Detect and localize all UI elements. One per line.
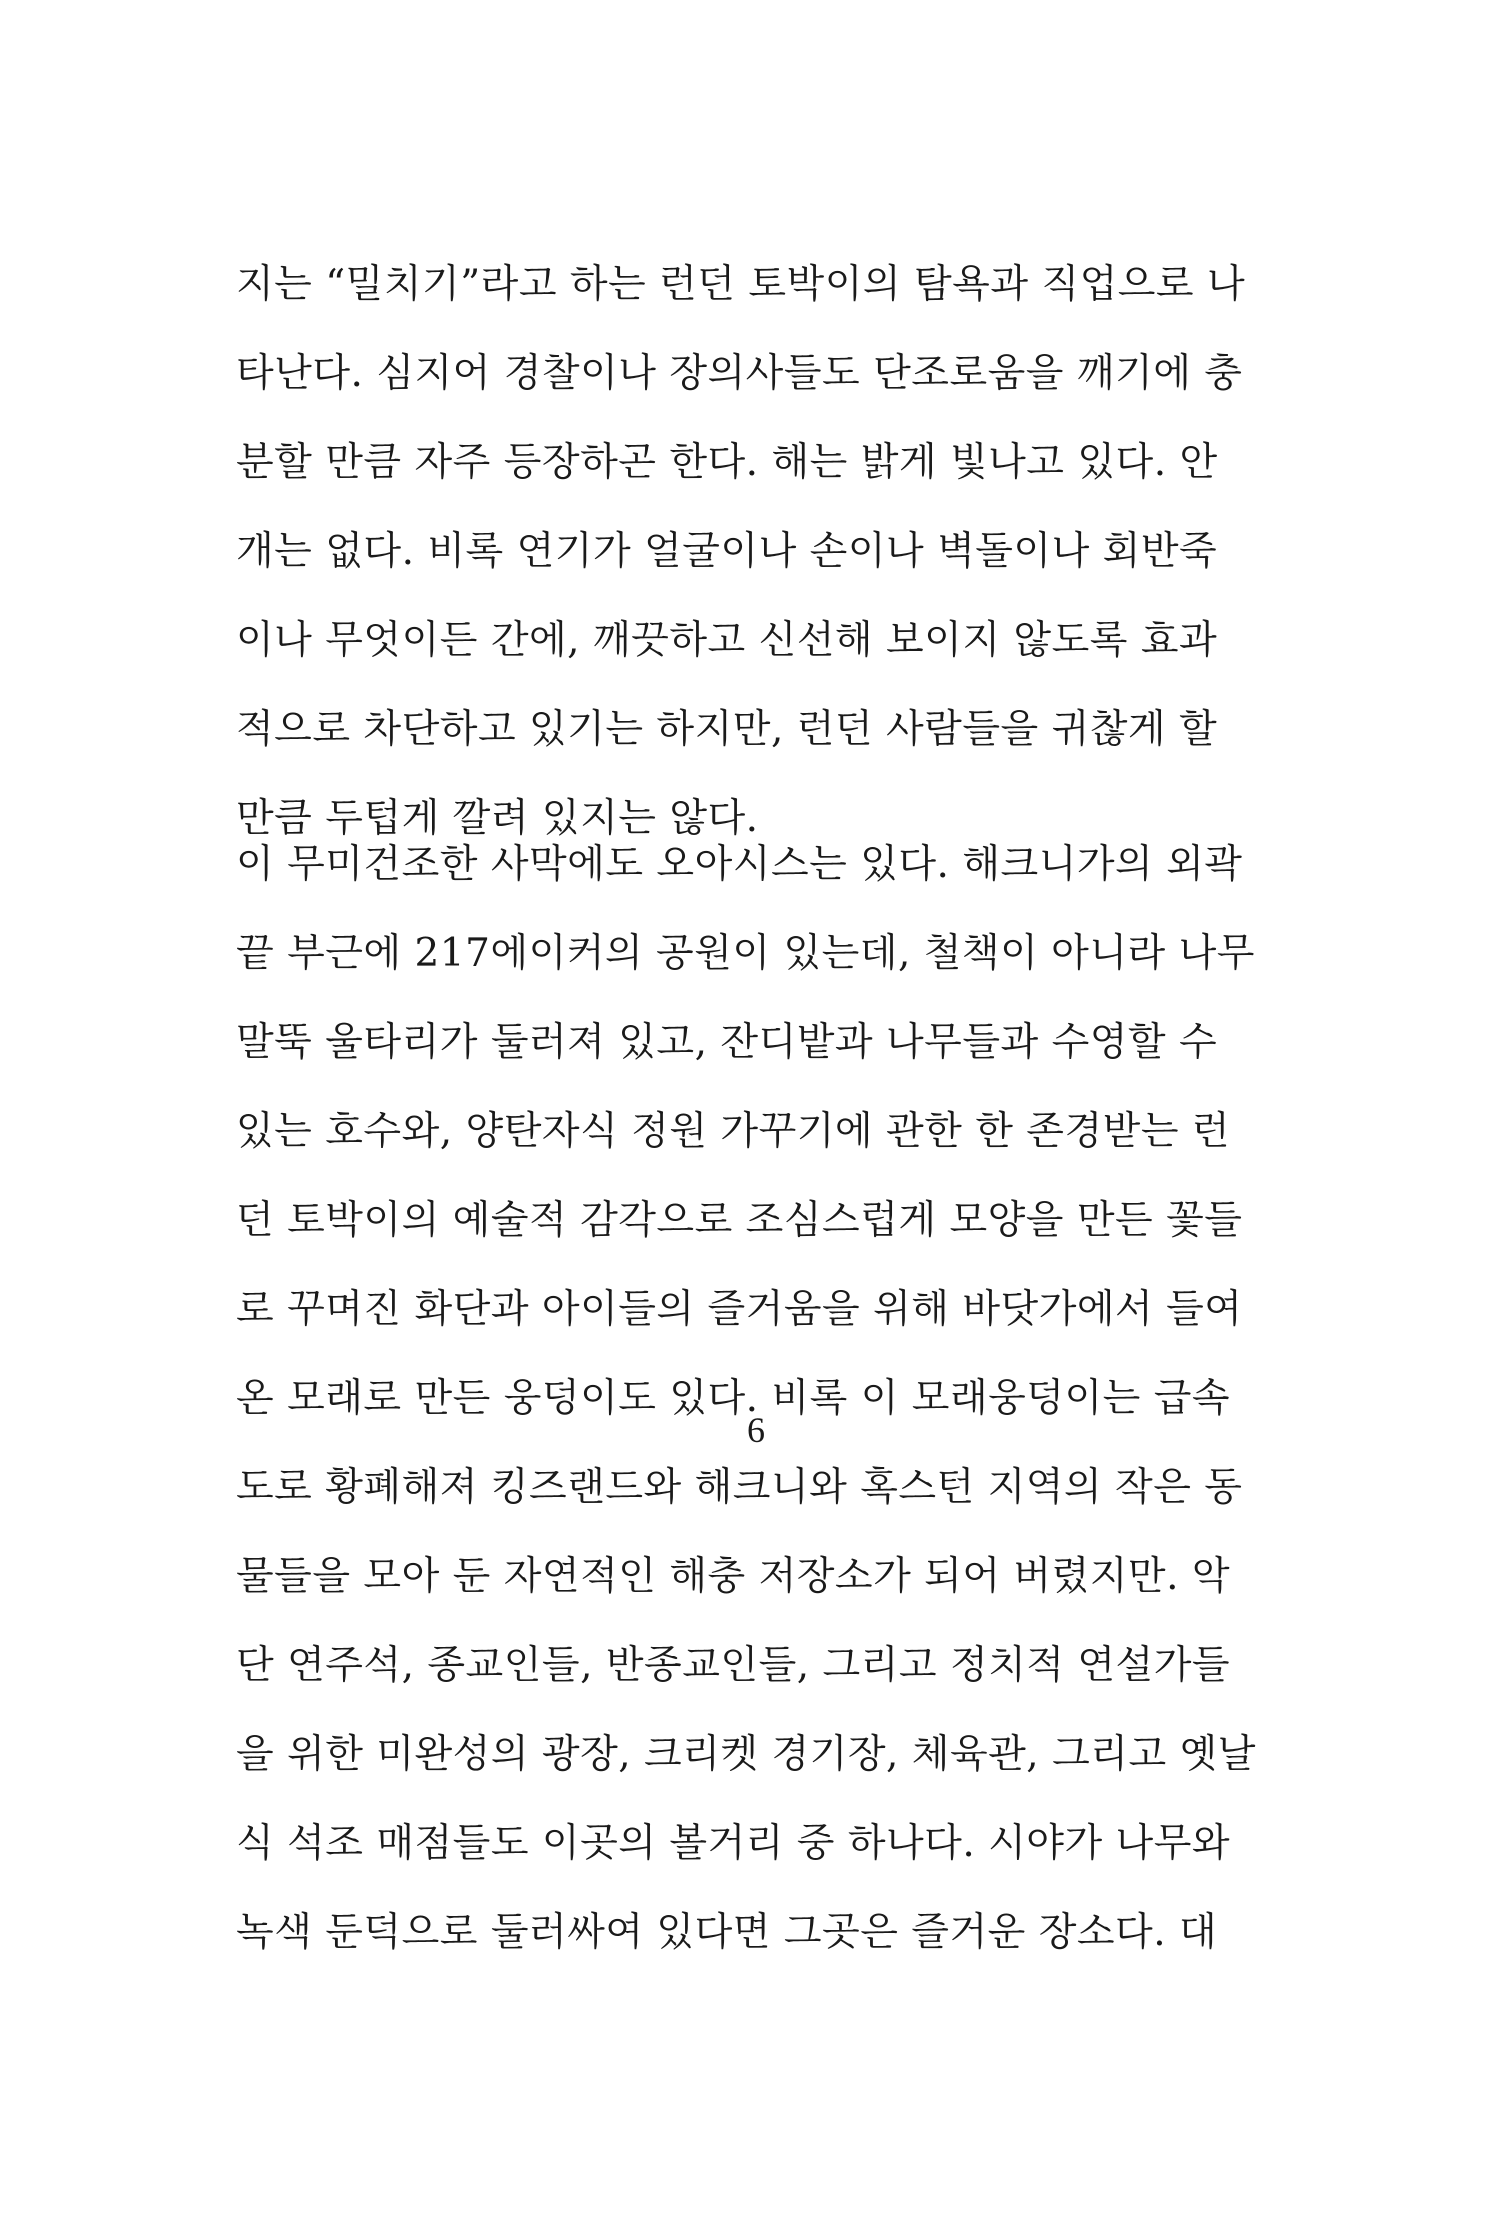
- paragraph-1: [236, 240, 1246, 863]
- text-line: 도로 황폐해져 킹즈랜드와 해크니와 혹스턴 지역의 작은 동: [236, 1465, 1243, 1510]
- page-number: 6: [747, 1410, 765, 1450]
- text-line: 분할 만큼 자주 등장하곤 한다. 해는 밝게 빛나고 있다. 안: [236, 440, 1218, 485]
- text-line: 식 석조 매점들도 이곳의 볼거리 중 하나다. 시야가 나무와: [236, 1821, 1231, 1866]
- text-line: 던 토박이의 예술적 감각으로 조심스럽게 모양을 만든 꽃들: [236, 1198, 1243, 1243]
- text-line: 적으로 차단하고 있기는 하지만, 런던 사람들을 귀찮게 할: [236, 707, 1218, 752]
- text-line: 이 무미건조한 사막에도 오아시스는 있다. 해크니가의 외곽: [236, 842, 1243, 887]
- text-line: 물들을 모아 둔 자연적인 해충 저장소가 되어 버렸지만. 악: [236, 1554, 1231, 1599]
- text-line: 말뚝 울타리가 둘러져 있고, 잔디밭과 나무들과 수영할 수: [236, 1020, 1218, 1065]
- text-line: 끝 부근에 217에이커의 공원이 있는데, 철책이 아니라 나무: [236, 931, 1255, 976]
- text-line: 있는 호수와, 양탄자식 정원 가꾸기에 관한 한 존경받는 런: [236, 1109, 1231, 1154]
- text-line: 단 연주석, 종교인들, 반종교인들, 그리고 정치적 연설가들: [236, 1643, 1231, 1688]
- text-line: 을 위한 미완성의 광장, 크리켓 경기장, 체육관, 그리고 옛날: [236, 1732, 1256, 1777]
- text-line: 타난다. 심지어 경찰이나 장의사들도 단조로움을 깨기에 충: [236, 351, 1243, 396]
- text-line: 개는 없다. 비록 연기가 얼굴이나 손이나 벽돌이나 회반죽: [236, 529, 1218, 574]
- text-line: 지는 “밀치기”라고 하는 런던 토박이의 탐욕과 직업으로 나: [236, 262, 1246, 307]
- text-line: 이나 무엇이든 간에, 깨끗하고 신선해 보이지 않도록 효과: [236, 618, 1218, 663]
- text-line: 녹색 둔덕으로 둘러싸여 있다면 그곳은 즐거운 장소다. 대: [236, 1910, 1218, 1955]
- text-line: 로 꾸며진 화단과 아이들의 즐거움을 위해 바닷가에서 들여: [236, 1287, 1243, 1332]
- paragraph-2: [236, 820, 1256, 1977]
- text-line: 온 모래로 만든 웅덩이도 있다. 비록 이 모래웅덩이는 급속: [236, 1376, 1231, 1421]
- text-line: 만큼 두텁게 깔려 있지는 않다.: [236, 796, 759, 841]
